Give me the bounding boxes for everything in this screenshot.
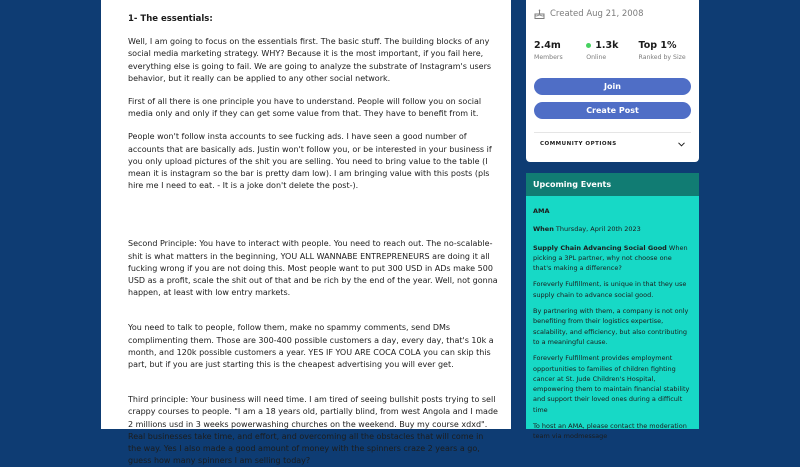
post-paragraph: Third principle: Your business will need time. I am tired of seeing bullshit posts trying to sell crappy courses to people. "I am a 18 years old, partially blind, from west Angola and I made 2 millions usd in 3 weeks powerwashing churches on the weekend. Buy my course xdxd". Real businesses take time, and effort, and overcoming all the obstacles that will come in the way. Yes I also made a good amount of money with the spinners craze 2 years a go, guess how many spinners I am selling today? — [128, 395, 498, 466]
members-stat — [534, 40, 586, 61]
post-heading: 1- The essentials: — [128, 14, 213, 24]
members-label: Members — [534, 54, 563, 61]
rank-stat — [639, 40, 691, 61]
event-paragraph: Foreverly Fulfillment, is unique in that they use supply chain to advance social good. — [533, 280, 687, 299]
sidebar — [526, 0, 699, 441]
post-paragraph: Second Principle: You have to interact with people. You need to reach out. The no-scalable-shit is what matters in the beginning, YOU ALL WANNABE ENTREPRENEURS are doing it all fucking wrong if you are not doing this. Most people want to put 300 USD in ADs make 500 USD as a profit, scale the shit out of that and be rich by the end of the year. Well, not gonna happen, at least with low entry markets. — [128, 239, 498, 298]
event-when — [533, 224, 691, 234]
post-paragraph: First of all there is one principle you have to understand. People will follow you on social media only and only if they can get some value from that. They have to benefit from it. — [128, 97, 482, 119]
rank-label: Ranked by Size — [638, 54, 686, 61]
online-count-wrap — [586, 40, 638, 51]
community-options-label: COMMUNITY OPTIONS — [540, 141, 617, 147]
cake-icon — [534, 9, 545, 19]
event-paragraph: To host an AMA, please contact the moderation team via modmessage — [533, 422, 687, 441]
event-when-label: When — [533, 225, 554, 234]
post-paragraph: You need to talk to people, follow them, make no spammy comments, send DMs complimenting them. Those are 300-400 possible customers a day, every day, that's 10k a month, and 120k possible customers a year. YES IF YOU ARE COCA COLA you can skip this part, but if you are just starting this is the cheapest advertising you will ever get. — [128, 323, 494, 370]
event-paragraph: By partnering with them, a company is not only benefiting from their logistics expertise, scalability, and efficiency, but also contributing to a meaningful cause. — [533, 307, 689, 346]
community-options-toggle[interactable] — [540, 141, 685, 147]
event-paragraph: Foreverly Fulfillment provides employment opportunities to families of children fighting cancer at St. Jude Children's Hospital, empowering them to maintain financial stability and support their loved ones during a difficult time — [533, 354, 690, 414]
divider — [534, 132, 691, 133]
post-body — [101, 0, 511, 466]
created-text: Created Aug 21, 2008 — [550, 9, 644, 19]
rank-value: Top 1% — [638, 40, 677, 51]
event-type-label: AMA — [533, 207, 550, 215]
members-count: 2.4m — [534, 40, 561, 51]
event-subject — [533, 243, 691, 274]
join-button[interactable]: Join — [534, 78, 691, 95]
create-post-button[interactable]: Create Post — [534, 102, 691, 119]
upcoming-events-widget — [526, 173, 699, 441]
created-date — [534, 9, 644, 19]
event-when-value: Thursday, April 20th 2023 — [555, 225, 641, 234]
post-paragraph: Well, I am going to focus on the essentials first. The basic stuff. The building blocks of any social media marketing strategy. WHY? Because it is the most important, if you fail here, everything else is going to fail. We are going to analyze the substrate of Instagram's users behavior, but it really can be applied to any other social network. — [128, 37, 492, 83]
post-paragraph: People won't follow insta accounts to see fucking ads. I have seen a good number of accounts that are basically ads. Justin won't follow you, or be interested in your business if you only upload pictures of the shit you are selling. You need to bring value to the table (I mean it is instagram so the bar is pretty dam low). I am bringing value with this posts (pls hire me I need to eat. - It is a joke don't delete the post-). — [128, 132, 492, 191]
events-title: Upcoming Events — [526, 173, 699, 196]
online-count: 1.3k — [595, 40, 619, 51]
events-body — [526, 196, 699, 442]
event-type — [533, 206, 691, 216]
online-label: Online — [586, 54, 607, 61]
online-stat — [586, 40, 638, 61]
event-subject-text: When picking a 3PL partner, why not choose one that's making a difference? — [533, 243, 688, 273]
event-subject-title: Supply Chain Advancing Social Good — [533, 243, 667, 252]
chevron-down-icon — [678, 142, 685, 147]
community-about-card — [526, 0, 699, 162]
online-dot-icon — [586, 43, 591, 48]
community-stats — [534, 40, 691, 61]
